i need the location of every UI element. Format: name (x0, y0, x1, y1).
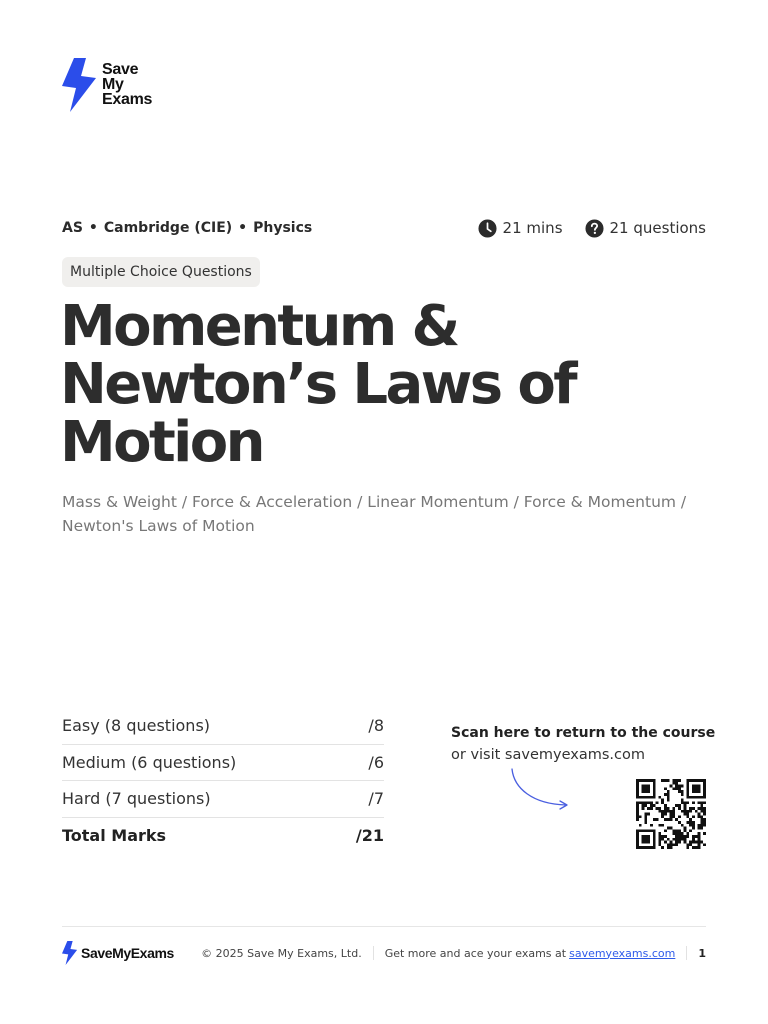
scan-subtitle: or visit savemyexams.com (451, 747, 645, 763)
topic-list: Mass & Weight / Force & Acceleration / Linear Momentum / Force & Momentum / Newton's Laws of Motion (62, 493, 687, 535)
question-type-badge: Multiple Choice Questions (62, 257, 260, 287)
scan-title: Scan here to return to the course (451, 725, 716, 741)
question-circle-icon (585, 219, 604, 238)
brand-logo-text: Save My Exams (102, 61, 153, 108)
marks-table (62, 708, 384, 854)
copyright-text: © 2025 Save My Exams, Ltd. (201, 946, 362, 960)
duration-stat (478, 219, 563, 238)
title-line: Newton’s Laws of (60, 352, 576, 417)
questions-text: 21 questions (609, 219, 706, 237)
title-line: Motion (60, 410, 263, 475)
page-title (60, 294, 700, 475)
footer-brand-name: SaveMyExams (81, 945, 174, 961)
footer-divider (62, 926, 706, 927)
footer-info (201, 946, 706, 960)
duration-text: 21 mins (502, 219, 563, 237)
qr-code[interactable] (635, 779, 707, 849)
marks-row-hard (62, 781, 384, 818)
brand-logo (62, 58, 152, 112)
marks-value: /8 (368, 716, 384, 736)
quiz-stats (456, 219, 706, 238)
curved-arrow-icon (508, 766, 572, 812)
breadcrumb-separator: • (88, 220, 98, 236)
breadcrumb-board: Cambridge (CIE) (103, 220, 233, 236)
promo-text: Get more and ace your exams at (384, 946, 567, 960)
breadcrumb-level: AS (62, 220, 83, 236)
footer-logo (62, 941, 174, 965)
scan-prompt (451, 722, 721, 766)
footer-separator (686, 946, 687, 960)
title-line: Momentum & (60, 294, 458, 359)
lightning-bolt-icon (62, 941, 78, 965)
marks-row-medium (62, 745, 384, 782)
marks-value: /21 (355, 826, 384, 846)
marks-row-easy (62, 708, 384, 745)
marks-value: /7 (368, 789, 384, 809)
breadcrumb-subject: Physics (253, 220, 313, 236)
marks-row-total (62, 818, 384, 855)
marks-label: Easy (8 questions) (62, 716, 211, 736)
clock-icon (478, 219, 497, 238)
questions-stat (585, 219, 706, 238)
marks-label: Total Marks (62, 826, 167, 846)
page-footer (62, 941, 706, 965)
breadcrumb-separator: • (238, 220, 248, 236)
marks-label: Hard (7 questions) (62, 789, 211, 809)
marks-value: /6 (368, 752, 384, 772)
course-meta (62, 218, 706, 238)
marks-label: Medium (6 questions) (62, 752, 237, 772)
breadcrumb (62, 220, 312, 236)
footer-separator (373, 946, 374, 960)
lightning-bolt-icon (62, 58, 98, 112)
page-number: 1 (698, 946, 706, 960)
website-link[interactable]: savemyexams.com (569, 946, 676, 960)
qr-modules (636, 779, 706, 849)
